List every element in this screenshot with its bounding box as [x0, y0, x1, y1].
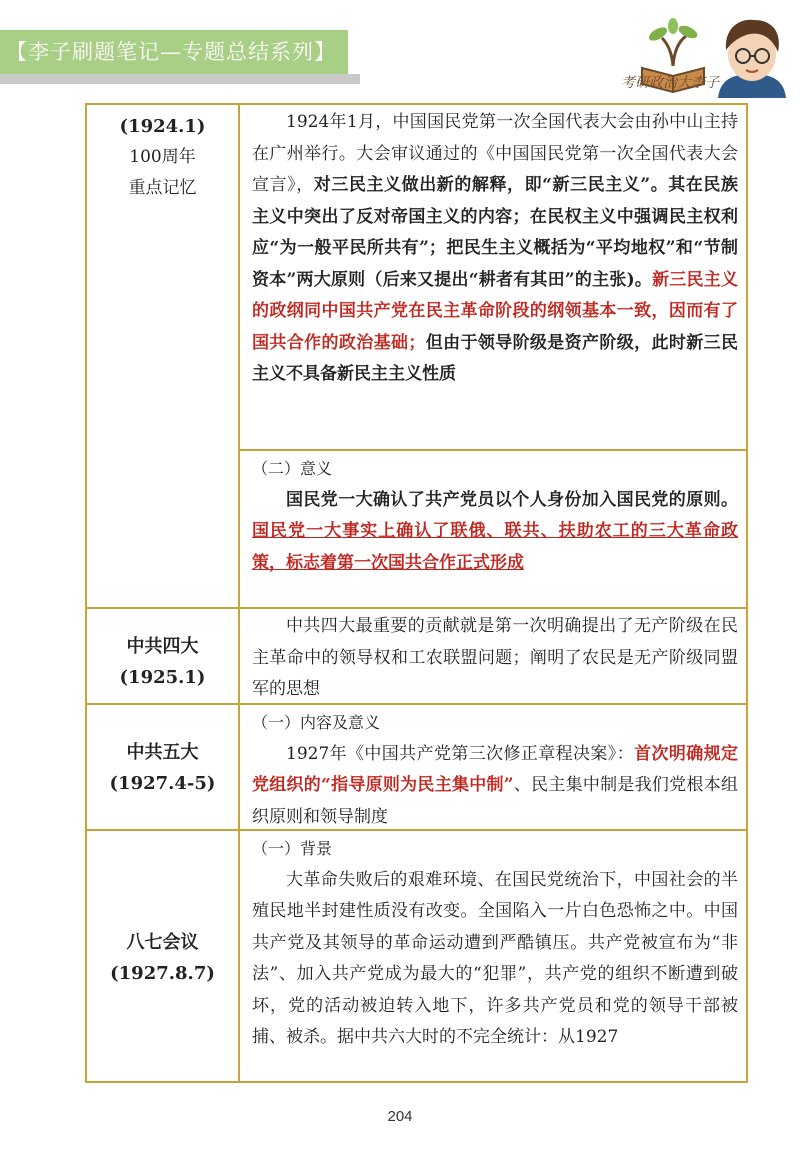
- section-heading: （一）背景: [252, 839, 333, 858]
- avatar-illustration-icon: [712, 14, 792, 98]
- row-content-cell: [239, 704, 747, 830]
- content-red-text: 新三民主义的政纲同中国共产党在民主革命阶段的纲领基本一致，因而有了国共合作的政治基础；: [252, 269, 738, 353]
- content-text: 1927年《中国共产党第三次修正章程决案》：: [286, 743, 635, 764]
- content-text: 、民主集中制是我们党根本组织原则和领导制度: [252, 775, 738, 827]
- logo-text: 考研政治大李子: [621, 75, 719, 91]
- content-text: 1924年1月，中国国民党第一次全国代表大会由孙中山主持在广州举行。大会审议通过的《中国国民党第一次全国代表大会宣言》，: [252, 112, 738, 195]
- series-title-banner: [0, 30, 348, 74]
- row-label-date: (1924.1): [119, 116, 206, 137]
- content-bold-text: 国民党一大确认了共产党员以个人身份加入国民党的原则。: [286, 489, 738, 510]
- row-label-cell: [86, 830, 239, 1082]
- table-row: [86, 104, 747, 450]
- content-text: 大革命失败后的艰难环境、在国民党统治下，中国社会的半殖民地半封建性质没有改变。全国陷入一片白色恐怖之中。中国共产党及其领导的革命运动遭到严酷镇压。共产党被宣布为“非法”、加入共产党成为最大的“犯罪”，共产党的组织不断遭到破坏，党的活动被迫转入地下，许多共产党员和党的领导干部被捕、被杀。据中共六大时的不完全统计：从1927: [252, 869, 738, 1047]
- content-text: 中共四大最重要的贡献就是第一次明确提出了无产阶级在民主革命中的领导权和工农联盟问题；阐明了农民是无产阶级同盟军的思想: [252, 616, 738, 699]
- row-label-title: 中共五大: [126, 742, 199, 763]
- content-red-text: 首次明确规定党组织的“指导原则为民主集中制”: [252, 743, 739, 795]
- row-content-cell: [239, 608, 747, 704]
- row-content-cell: [239, 830, 747, 1082]
- table-row: [86, 704, 747, 830]
- row-label-date: (1925.1): [119, 667, 206, 688]
- table-row: [86, 830, 747, 1082]
- content-red-text: 国民党一大事实上确认了联俄、联共、扶助农工的三大革命政策，标志着第一次国共合作正式形成: [252, 521, 738, 573]
- row-content-cell: [239, 450, 747, 608]
- row-label-date: (1927.8.7): [110, 963, 215, 984]
- content-bold-text: 对三民主义做出新的解释，即“新三民主义”。其在民族主义中突出了反对帝国主义的内容；在民权主义中强调民主权利应“为一般平民所共有”；把民生主义概括为“平均地权”和“节制资本”两大原则（后来又提出“耕者有其田”的主张)。: [252, 175, 738, 290]
- table-row: [86, 608, 747, 704]
- row-label-date: (1927.4-5): [109, 773, 216, 794]
- content-bold-text: 但由于领导阶级是资产阶级，此时新三民主义不具备新民主主义性质: [252, 332, 739, 384]
- banner-shadow: [0, 74, 360, 84]
- row-label-note: 重点记忆: [128, 178, 197, 198]
- notes-table: [85, 103, 748, 1083]
- row-label-cell: [86, 104, 239, 608]
- row-label-title: 八七会议: [126, 932, 199, 953]
- section-heading: （二）意义: [252, 459, 333, 478]
- row-label-cell: [86, 608, 239, 704]
- page-number: 204: [387, 1108, 413, 1125]
- row-content-cell: [239, 104, 747, 450]
- row-label-anniversary: 100周年: [129, 147, 196, 167]
- row-label-cell: [86, 704, 239, 830]
- section-heading: （一）内容及意义: [252, 713, 381, 732]
- row-label-title: 中共四大: [126, 636, 199, 657]
- series-title: 【李子刷题笔记—专题总结系列】: [6, 40, 336, 64]
